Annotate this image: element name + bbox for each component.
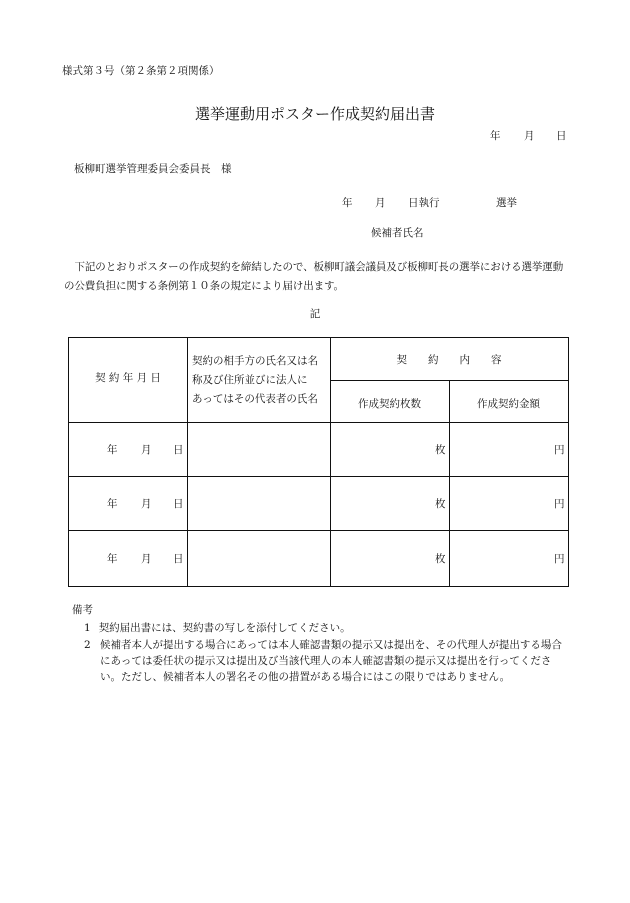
row-count-unit: 枚	[435, 553, 446, 565]
note-text: 契約届出書には、契約書の写しを添付してください。	[98, 622, 351, 634]
row-date-year: 年	[107, 553, 118, 565]
row-date-month: 月	[141, 553, 152, 565]
table-divider	[187, 338, 188, 586]
contract-table	[68, 337, 569, 587]
table-divider	[69, 422, 568, 423]
note-number: 2	[84, 639, 91, 651]
row-date-day: 日	[173, 553, 184, 565]
note-number: 1	[84, 622, 91, 634]
table-divider	[330, 338, 331, 586]
table-divider	[69, 530, 568, 531]
header-date-day: 日	[556, 130, 567, 142]
election-month: 月	[375, 197, 386, 209]
col-header-counterparty-line: あってはその代表者の氏名	[192, 393, 318, 405]
row-date-month: 月	[141, 444, 152, 456]
row-amount-unit: 円	[554, 553, 565, 565]
col-header-sheet-count: 作成契約枚数	[358, 398, 421, 410]
addressee: 板柳町選挙管理委員会委員長 様	[74, 163, 232, 175]
header-date-month: 月	[524, 130, 535, 142]
notes-heading: 備考	[72, 604, 93, 616]
row-count-unit: 枚	[435, 444, 446, 456]
col-header-counterparty-line: 契約の相手方の氏名又は名	[192, 355, 318, 367]
document-title: 選挙運動用ポスター作成契約届出書	[194, 105, 435, 123]
row-amount-unit: 円	[554, 444, 565, 456]
ki-marker: 記	[309, 308, 321, 320]
note-item	[84, 621, 351, 636]
col-header-contract-date: 契 約 年 月 日	[95, 372, 161, 384]
election-year: 年	[342, 197, 353, 209]
row-date-year: 年	[107, 498, 118, 510]
form-number: 様式第３号（第２条第２項関係）	[62, 65, 220, 77]
row-date-month: 月	[141, 498, 152, 510]
body-text: 下記のとおりポスターの作成契約を締結したので、板柳町議会議員及び板柳町長の選挙における選挙運動の公費負担に関する条例第１０条の規定により届け出ます。	[64, 261, 564, 292]
col-header-counterparty	[192, 352, 318, 409]
col-header-contract-content: 契 約 内 容	[396, 354, 502, 366]
row-date-day: 日	[173, 444, 184, 456]
table-divider	[330, 380, 568, 381]
election-label: 選挙	[496, 197, 517, 209]
candidate-name-label: 候補者氏名	[371, 227, 424, 239]
row-count-unit: 枚	[435, 498, 446, 510]
col-header-amount: 作成契約金額	[477, 398, 540, 410]
row-date-day: 日	[173, 498, 184, 510]
note-text: 候補者本人が提出する場合にあっては本人確認書類の提示又は提出を、その代理人が提出する場合にあっては委任状の提示又は提出及び当該代理人の本人確認書類の提示又は提出を行ってください。ただし、候補者本人の署名その他の措置がある場合にはこの限りではありません。	[100, 639, 562, 683]
table-divider	[69, 476, 568, 477]
election-day-exec: 日執行	[408, 197, 440, 209]
row-date-year: 年	[107, 444, 118, 456]
row-amount-unit: 円	[554, 498, 565, 510]
col-header-counterparty-line: 称及び住所並びに法人に	[192, 374, 308, 386]
header-date-year: 年	[490, 130, 501, 142]
